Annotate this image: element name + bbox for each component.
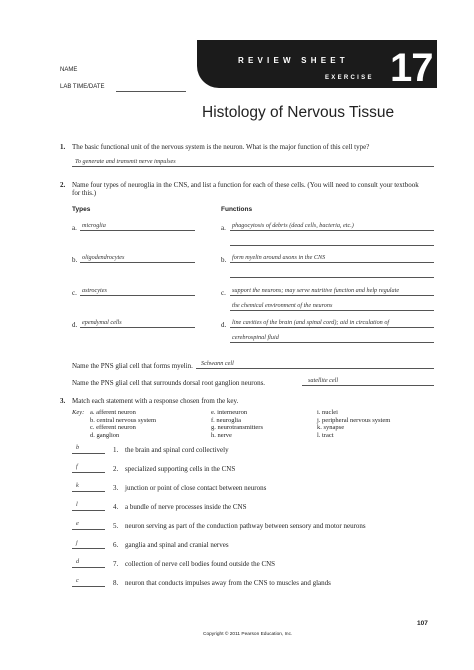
q1-answer: To generate and transmit nerve impulses	[75, 158, 176, 165]
types-header: Types	[72, 206, 91, 213]
review-sheet-label: REVIEW SHEET	[238, 56, 349, 65]
page-number: 107	[417, 620, 428, 627]
matching-answer: l	[76, 501, 78, 508]
matching-number: 2.	[113, 465, 119, 473]
matching-answer-line[interactable]	[72, 510, 105, 511]
pns-question-2: Name the PNS glial cell that surrounds dorsal root ganglion neurons.	[72, 379, 266, 387]
matching-item-1	[72, 446, 434, 458]
type-b-line[interactable]	[80, 262, 195, 263]
key-item: c. efferent neuron	[90, 424, 136, 431]
function-b-answer: form myelin around axons in the CNS	[232, 254, 326, 261]
q2-question-line1: Name four types of neuroglia in the CNS, and list a function for each of these cells. (You will need to consult your textbook	[72, 181, 419, 189]
key-item: k. synapse	[317, 424, 345, 431]
function-c-answer2: the chemical environment of the neurons	[232, 302, 333, 309]
q1-answer-line[interactable]	[72, 166, 434, 167]
matching-statement: neuron that conducts impulses away from the CNS to muscles and glands	[125, 579, 331, 587]
key-item: j. peripheral nervous system	[317, 416, 391, 424]
pns-answer-2: satellite cell	[308, 377, 339, 384]
matching-statement: a bundle of nerve processes inside the CNS	[125, 503, 247, 511]
function-c-letter: c.	[221, 289, 226, 297]
q2-number: 2.	[60, 181, 66, 189]
key-item: g. neurotransmitters	[211, 424, 263, 431]
function-a-letter: a.	[221, 224, 226, 232]
matching-number: 6.	[113, 541, 119, 549]
matching-number: 7.	[113, 560, 119, 568]
matching-item-5	[72, 522, 434, 534]
function-c-answer: support the neurons; may serve nutritive function and help regulate	[232, 287, 400, 294]
type-a-line[interactable]	[80, 230, 195, 231]
matching-statement: the brain and spinal cord collectively	[125, 446, 229, 454]
matching-item-4	[72, 503, 434, 515]
function-d-letter: d.	[221, 321, 227, 329]
matching-number: 5.	[113, 522, 119, 530]
exercise-label: EXERCISE	[325, 75, 374, 81]
function-d-line2[interactable]	[230, 342, 434, 343]
type-b-letter: b.	[72, 256, 78, 264]
key-item: a. afferent neuron	[90, 409, 136, 416]
matching-answer: f	[76, 463, 78, 470]
matching-item-3	[72, 484, 434, 496]
type-d-answer: ependymal cells	[82, 319, 122, 326]
function-a-answer: phagocytosis of debris (dead cells, bacteria, etc.)	[232, 222, 354, 229]
matching-statement: junction or point of close contact between neurons	[125, 484, 267, 492]
function-a-line[interactable]	[230, 230, 434, 231]
matching-answer: d	[76, 558, 80, 565]
functions-header: Functions	[221, 206, 253, 213]
key-item: h. nerve	[211, 431, 232, 439]
copyright: Copyright © 2011 Pearson Education, Inc.	[203, 632, 293, 637]
type-c-letter: c.	[72, 289, 77, 297]
function-d-answer2: cerebrospinal fluid	[232, 334, 279, 341]
lab-time-label: LAB TIME/DATE	[60, 84, 105, 90]
key-column-1	[90, 409, 156, 439]
exercise-number: 17	[390, 46, 433, 90]
matching-item-8	[72, 579, 434, 591]
function-c-line2[interactable]	[230, 310, 434, 311]
matching-number: 8.	[113, 579, 119, 587]
matching-answer: j	[76, 539, 78, 546]
type-d-letter: d.	[72, 321, 78, 329]
function-d-answer: line cavities of the brain (and spinal cord); aid in circulation of	[232, 319, 390, 326]
matching-answer-line[interactable]	[72, 529, 105, 530]
matching-item-2	[72, 465, 434, 477]
matching-statement: collection of nerve cell bodies found outside the CNS	[125, 560, 276, 568]
type-b-answer: oligodendrocytes	[82, 254, 125, 261]
key-item: d. ganglion	[90, 431, 120, 439]
q1-number: 1.	[60, 143, 66, 151]
key-item: b. central nervous system	[90, 416, 157, 424]
pns-answer-1: Schwann cell	[201, 360, 234, 367]
matching-answer: b	[76, 444, 80, 451]
type-d-line[interactable]	[80, 327, 195, 328]
matching-answer-line[interactable]	[72, 567, 105, 568]
key-column-2	[211, 409, 263, 439]
matching-answer-line[interactable]	[72, 548, 105, 549]
type-a-answer: microglia	[82, 222, 106, 229]
matching-answer: k	[76, 482, 79, 489]
type-a-letter: a.	[72, 224, 77, 232]
pns-answer-2-line[interactable]	[302, 385, 434, 386]
key-item: l. tract	[317, 431, 334, 439]
page-title: Histology of Nervous Tissue	[202, 104, 395, 121]
function-b-line2[interactable]	[230, 277, 434, 278]
pns-answer-1-line[interactable]	[196, 368, 434, 369]
matching-number: 1.	[113, 446, 119, 454]
matching-item-6	[72, 541, 434, 553]
matching-answer-line[interactable]	[72, 453, 105, 454]
matching-answer: e	[76, 520, 79, 527]
function-a-line2[interactable]	[230, 245, 434, 246]
matching-answer-line[interactable]	[72, 472, 105, 473]
function-d-line[interactable]	[230, 327, 434, 328]
key-item: e. interneuron	[211, 409, 248, 416]
function-b-letter: b.	[221, 256, 227, 264]
matching-answer-line[interactable]	[72, 491, 105, 492]
matching-statement: ganglia and spinal and cranial nerves	[125, 541, 229, 549]
matching-statement: specialized supporting cells in the CNS	[125, 465, 236, 473]
function-c-line[interactable]	[230, 295, 434, 296]
pns-question-1: Name the PNS glial cell that forms myelin.	[72, 362, 193, 370]
key-column-3	[317, 409, 390, 439]
lab-time-line[interactable]	[116, 91, 186, 92]
matching-statement: neuron serving as part of the conduction pathway between sensory and motor neurons	[125, 522, 366, 530]
key-item: i. nuclei	[317, 409, 338, 416]
q2-question-line2: for this.)	[72, 189, 97, 197]
function-b-line[interactable]	[230, 262, 434, 263]
name-label: NAME	[60, 67, 78, 73]
matching-number: 3.	[113, 484, 119, 492]
key-label: Key:	[72, 409, 85, 416]
matching-item-7	[72, 560, 434, 572]
q3-question: Match each statement with a response chosen from the key.	[72, 397, 239, 405]
key-item: f. neuroglia	[211, 416, 241, 424]
matching-number: 4.	[113, 503, 119, 511]
q1-question: The basic functional unit of the nervous system is the neuron. What is the major function of this cell type?	[72, 143, 370, 151]
type-c-answer: astrocytes	[82, 287, 107, 294]
matching-answer: c	[76, 577, 79, 584]
type-c-line[interactable]	[80, 295, 195, 296]
q3-number: 3.	[60, 397, 66, 405]
matching-answer-line[interactable]	[72, 586, 105, 587]
